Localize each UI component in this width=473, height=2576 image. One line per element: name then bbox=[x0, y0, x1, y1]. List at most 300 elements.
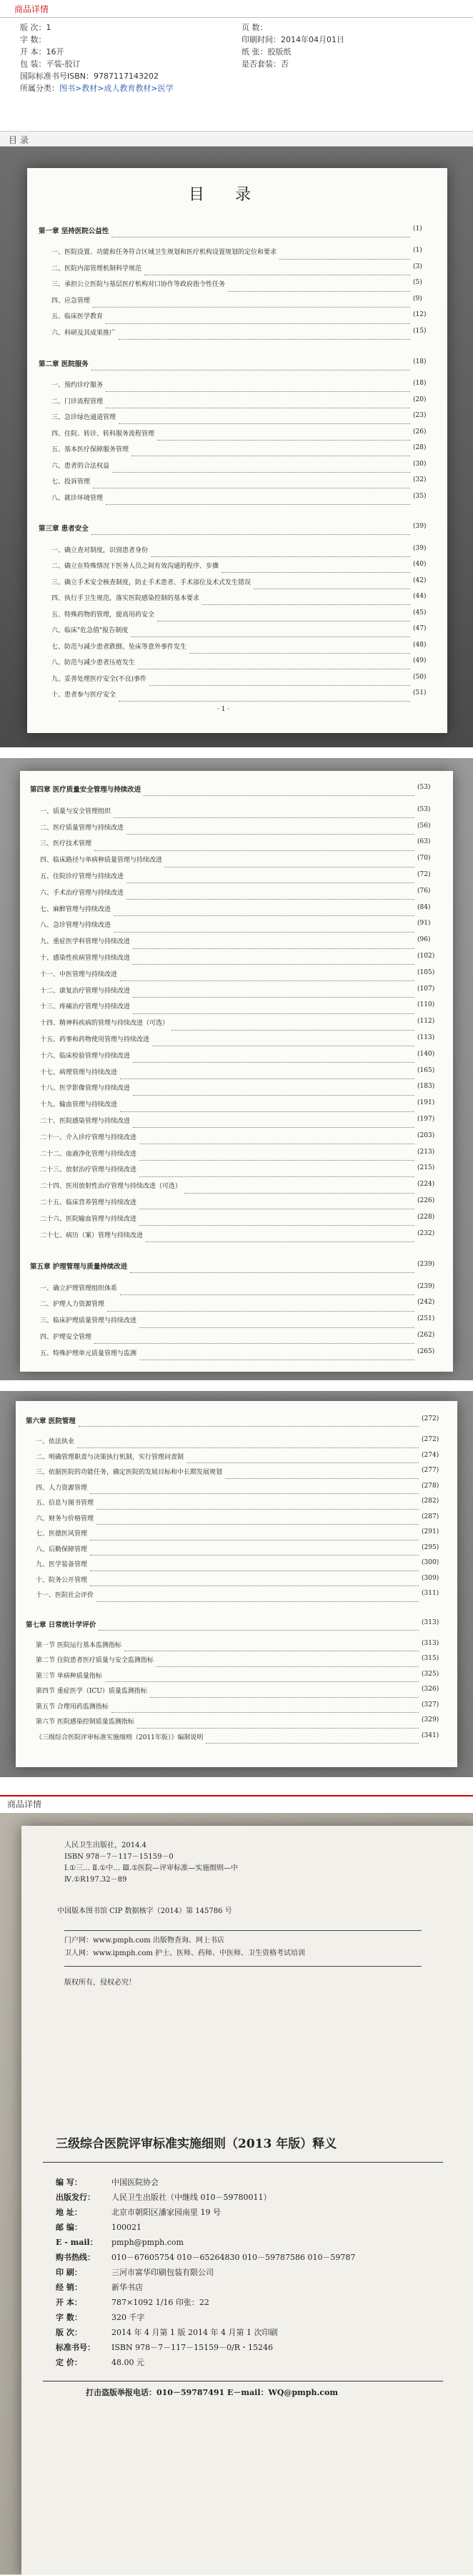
toc-page-number: (251) bbox=[417, 1315, 435, 1323]
toc-leader bbox=[105, 1681, 419, 1682]
toc-entry: 六、财务与价格管理 bbox=[36, 1515, 94, 1523]
copyright-field-key: 定 价： bbox=[56, 2358, 82, 2367]
toc-page-number: (18) bbox=[413, 380, 427, 387]
toc-leader bbox=[119, 423, 410, 424]
toc-page-number: (274) bbox=[422, 1451, 439, 1459]
cip-data-line: 中国版本图书馆 CIP 数据核字（2014）第 145786 号 bbox=[57, 1907, 232, 1915]
toc-page-number: (300) bbox=[422, 1559, 439, 1567]
toc-entry: 三、承担公立医院与基层医疗机构对口协作等政府指令性任务 bbox=[51, 281, 226, 289]
toc-entry: 四、应急管理 bbox=[51, 297, 91, 305]
toc-page-number: (165) bbox=[417, 1066, 435, 1074]
toc-entry: 九、妥善处理医疗安全(不良)事件 bbox=[51, 675, 147, 683]
toc-page-number: (56) bbox=[417, 822, 431, 830]
info-left-key: 字 数： bbox=[20, 35, 46, 44]
toc-entry: 二十一、介入诊疗管理与持续改进 bbox=[40, 1134, 137, 1141]
toc-page-number: (84) bbox=[417, 903, 431, 911]
toc-page-number: (63) bbox=[417, 838, 431, 846]
toc-entry: 二十六、医院输血管理与持续改进 bbox=[40, 1215, 137, 1223]
toc-entry: 九、医学装备管理 bbox=[36, 1561, 88, 1569]
toc-entry: 五、信息与图书管理 bbox=[36, 1500, 94, 1508]
copyright-field-key: 经 销： bbox=[56, 2283, 82, 2292]
toc-page-number: (287) bbox=[422, 1513, 439, 1520]
copyright-field-value: 100021 bbox=[111, 2223, 141, 2232]
toc-chapter: 第一章 坚持医院公益性 bbox=[39, 227, 109, 235]
toc-entry: 八、防范与减少患者压疮发生 bbox=[51, 659, 136, 667]
toc-leader bbox=[107, 1311, 414, 1312]
copyright-field-key: 标准书号： bbox=[56, 2343, 95, 2352]
toc-page-number: (72) bbox=[417, 870, 431, 878]
toc-entry: 第四节 重症医学（ICU）质量监测指标 bbox=[36, 1688, 147, 1696]
toc-page-number: (224) bbox=[417, 1181, 435, 1189]
toc-entry: 三、医疗技术管理 bbox=[40, 840, 92, 848]
info-right-key: 纸 张： bbox=[242, 47, 268, 56]
toc-page-number: (1) bbox=[413, 225, 422, 232]
toc-leader bbox=[150, 1697, 419, 1698]
toc-entry: 五、特殊护理单元质量管理与监测 bbox=[40, 1350, 137, 1357]
toc-entry: 一、质量与安全管理组织 bbox=[40, 807, 111, 815]
category-key: 所属分类： bbox=[20, 84, 59, 93]
copyright-field-value: 787×1092 1/16 印张：22 bbox=[111, 2298, 209, 2307]
toc-page-number: (112) bbox=[417, 1018, 435, 1026]
toc-page-number: (341) bbox=[422, 1731, 439, 1739]
copyright-field bbox=[56, 2310, 355, 2325]
info-right-value: 胶版纸 bbox=[267, 47, 292, 56]
toc-page-number: (9) bbox=[413, 295, 422, 303]
toc-entry: 三、依据医院的功能任务，确定医院的发展目标和中长期发展规划 bbox=[36, 1469, 223, 1477]
copyright-field bbox=[56, 2325, 355, 2340]
toc-folio: · 1 · bbox=[217, 706, 230, 713]
toc-page-number: (53) bbox=[417, 784, 431, 791]
toc-entry: 一、依法执业 bbox=[36, 1438, 75, 1446]
cip-line: Ⅳ.①R197.32－89 bbox=[64, 1876, 127, 1884]
toc-entry: 十三、疼痛治疗管理与持续改进 bbox=[40, 1003, 131, 1011]
toc-page-number: (239) bbox=[417, 1282, 435, 1290]
copyright-field-key: 购书热线： bbox=[56, 2253, 95, 2262]
toc-chapter: 第七章 日常统计学评价 bbox=[26, 1621, 96, 1629]
toc-page-number: (183) bbox=[417, 1083, 435, 1091]
toc-leader bbox=[133, 997, 414, 998]
toc-leader bbox=[119, 701, 410, 702]
toc-page-number: (12) bbox=[413, 311, 427, 319]
toc-entry: 五、住院诊疗管理与持续改进 bbox=[40, 872, 124, 880]
toc-page-number: (5) bbox=[413, 279, 422, 287]
toc-entry: 十七、病理管理与持续改进 bbox=[40, 1068, 118, 1076]
toc-leader bbox=[139, 1160, 414, 1161]
toc-page-number: (215) bbox=[417, 1164, 435, 1172]
toc-page-number: (197) bbox=[417, 1115, 435, 1123]
toc-entry: 二十三、放射治疗管理与持续改进 bbox=[40, 1166, 137, 1174]
toc-page-number: (49) bbox=[413, 657, 427, 665]
toc-leader bbox=[126, 899, 414, 900]
copyright-field-value: pmph@pmph.com bbox=[111, 2238, 184, 2247]
toc-page-number: (45) bbox=[413, 609, 427, 616]
copyright-field bbox=[56, 2265, 355, 2280]
toc-page-number: (278) bbox=[422, 1482, 439, 1490]
toc-entry: 十、感染性疾病管理与持续改进 bbox=[40, 954, 131, 962]
toc-page-number: (113) bbox=[417, 1033, 435, 1041]
toc-leader bbox=[137, 1728, 419, 1729]
toc-entry: 七、防范与减少患者跌倒、坠床等意外事件发生 bbox=[51, 643, 187, 651]
toc-entry: 五、基本医疗保障服务管理 bbox=[51, 446, 129, 453]
toc-page-number: (313) bbox=[422, 1618, 439, 1626]
toc-leader bbox=[133, 1127, 414, 1128]
copyright-field-value: 新华书店 bbox=[111, 2283, 143, 2292]
toc-page-number: (228) bbox=[417, 1213, 435, 1221]
toc-page-number: (105) bbox=[417, 968, 435, 976]
toc-page-number: (51) bbox=[413, 689, 427, 697]
toc-entry: 七、医德医风管理 bbox=[36, 1530, 88, 1538]
copyright-field bbox=[56, 2280, 355, 2295]
toc-entry: 六、科研及其成果推广 bbox=[51, 329, 116, 337]
toc-entry: 二、确立在特殊情况下医务人员之间有效沟通的程序、步骤 bbox=[51, 563, 219, 571]
toc-page-number: (42) bbox=[413, 576, 427, 584]
toc-entry: 《三级综合医院评审标准实施细则（2011年版）》编制说明 bbox=[36, 1734, 204, 1741]
toc-page-number: (262) bbox=[417, 1332, 435, 1339]
copyright-field bbox=[56, 2250, 355, 2265]
toc-entry: 一、确立查对制度，识别患者身份 bbox=[51, 546, 149, 554]
toc-leader bbox=[96, 1509, 419, 1510]
toc-leader bbox=[114, 817, 414, 818]
toc-page-number: (48) bbox=[413, 641, 427, 649]
toc-entry: 十五、药事和药物使用管理与持续改进 bbox=[40, 1036, 150, 1043]
info-right bbox=[242, 34, 344, 46]
rights-line: 版权所有，侵权必究！ bbox=[64, 1979, 136, 1987]
toc-entry: 十二、康复治疗管理与持续改进 bbox=[40, 987, 131, 995]
toc-page-number: (50) bbox=[413, 673, 427, 681]
toc-leader bbox=[206, 1743, 419, 1744]
toc-page-number: (28) bbox=[413, 444, 427, 451]
toc-leader bbox=[77, 1447, 419, 1448]
toc-entry: 六、患者的合法权益 bbox=[51, 462, 110, 470]
info-left-key: 包 装： bbox=[20, 59, 46, 69]
toc-page-number: (40) bbox=[413, 561, 427, 569]
info-left-value: 平装-胶订 bbox=[46, 59, 81, 69]
site-lines bbox=[64, 1935, 305, 1960]
toc-page-number: (96) bbox=[417, 936, 431, 944]
copyright-field bbox=[56, 2235, 355, 2250]
copyright-field-value: 320 千字 bbox=[111, 2313, 145, 2322]
cip-line: ISBN 978－7－117－15159－0 bbox=[64, 1853, 174, 1861]
toc-entry: 十一、医院社会评价 bbox=[36, 1592, 94, 1600]
toc-entry: 第六节 医院感染控制质量监测指标 bbox=[36, 1719, 134, 1726]
copyright-field-value: 48.00 元 bbox=[111, 2358, 144, 2367]
toc-leader bbox=[151, 556, 410, 557]
toc-leader bbox=[120, 980, 414, 981]
toc-leader bbox=[111, 1712, 419, 1713]
toc-section-label: 目 录 bbox=[9, 135, 29, 145]
toc-leader bbox=[186, 1462, 419, 1463]
info-left-value: 16开 bbox=[46, 47, 64, 56]
copyright-field bbox=[56, 2295, 355, 2310]
toc-entry: 十四、精神科疾病的管理与持续改进（可选） bbox=[40, 1020, 169, 1028]
toc-leader bbox=[184, 1193, 414, 1194]
toc-entry: 二十、医院感染管理与持续改进 bbox=[40, 1117, 131, 1125]
toc-page-number: (311) bbox=[422, 1590, 439, 1598]
copyright-field-value: 三河市富华印刷包装有限公司 bbox=[111, 2268, 214, 2277]
toc-chapter: 第五章 护理管理与质量持续改进 bbox=[30, 1262, 128, 1271]
toc-page-1 bbox=[27, 168, 447, 733]
toc-leader bbox=[144, 795, 414, 796]
toc-page-number: (30) bbox=[413, 460, 427, 468]
toc-leader bbox=[202, 604, 410, 605]
toc-page-2 bbox=[20, 771, 453, 1372]
toc-leader bbox=[189, 653, 410, 654]
toc-page-number: (232) bbox=[417, 1229, 435, 1237]
toc-chapter: 第六章 医院管理 bbox=[26, 1417, 76, 1425]
toc-leader bbox=[156, 1666, 419, 1667]
toc-page-number: (325) bbox=[422, 1670, 439, 1678]
toc-entry: 第一节 医院运行基本监测指标 bbox=[36, 1641, 121, 1649]
toc-entry: 十八、医学影像管理与持续改进 bbox=[40, 1085, 131, 1093]
toc-page-number: (3) bbox=[413, 262, 422, 270]
toc-page-number: (102) bbox=[417, 952, 435, 960]
toc-page-number: (18) bbox=[413, 358, 427, 365]
toc-entry: 十九、输血管理与持续改进 bbox=[40, 1101, 118, 1109]
toc-page-number: (47) bbox=[413, 625, 427, 633]
toc-page-3 bbox=[16, 1401, 457, 1767]
toc-leader bbox=[120, 1294, 414, 1295]
info-row bbox=[20, 21, 449, 34]
product-details-title: 商品详情 bbox=[14, 4, 49, 14]
copyright-field bbox=[56, 2205, 355, 2220]
toc-page-number: (107) bbox=[417, 985, 435, 993]
toc-photo-3 bbox=[0, 1391, 473, 1777]
copyright-field bbox=[56, 2220, 355, 2235]
toc-page-number: (313) bbox=[422, 1639, 439, 1647]
toc-page-number: (140) bbox=[417, 1050, 435, 1058]
copyright-page bbox=[21, 1826, 473, 2575]
toc-entry: 三、临床护理质量管理与持续改进 bbox=[40, 1317, 137, 1325]
copyright-field-key: 出版发行： bbox=[56, 2193, 95, 2202]
info-left-value: 9787117143202 bbox=[94, 72, 159, 81]
rule-mid bbox=[64, 1966, 422, 1967]
toc-entry: 四、人力资源管理 bbox=[36, 1484, 88, 1492]
info-row bbox=[20, 58, 449, 70]
toc-page-number: (265) bbox=[417, 1347, 435, 1355]
copyright-field-value: 中国医院协会 bbox=[111, 2178, 159, 2187]
toc-page-number: (35) bbox=[413, 492, 427, 500]
toc-leader bbox=[106, 323, 410, 324]
toc-leader bbox=[120, 1078, 414, 1079]
toc-page-number: (315) bbox=[422, 1655, 439, 1663]
toc-entry: 九、重症医学科管理与持续改进 bbox=[40, 938, 131, 946]
toc-entry: 二十二、血液净化管理与持续改进 bbox=[40, 1150, 137, 1158]
toc-leader bbox=[93, 307, 410, 308]
toc-entry: 二十五、临床营养管理与持续改进 bbox=[40, 1199, 137, 1206]
header-divider bbox=[0, 17, 473, 18]
toc-leader bbox=[106, 504, 410, 505]
toc-leader bbox=[90, 1570, 419, 1571]
toc-entry: 四、执行手卫生规范，落实医院感染控制的基本要求 bbox=[51, 595, 200, 603]
toc-leader bbox=[139, 1176, 414, 1177]
toc-page-number: (277) bbox=[422, 1467, 439, 1475]
toc-page-number: (26) bbox=[413, 428, 427, 436]
info-right-key: 页 数： bbox=[242, 23, 268, 32]
toc-entry: 十、患者参与医疗安全 bbox=[51, 692, 116, 699]
cip-lines bbox=[64, 1840, 238, 1886]
toc-leader bbox=[126, 834, 414, 835]
copyright-field-key: 开 本： bbox=[56, 2298, 82, 2307]
toc-leader bbox=[79, 1426, 419, 1427]
toc-entry: 五、特殊药物的管理，提高用药安全 bbox=[51, 611, 155, 619]
toc-entry: 八、就诊环境管理 bbox=[51, 494, 104, 502]
toc-leader bbox=[106, 391, 410, 392]
toc-leader bbox=[94, 1343, 414, 1344]
toc-leader bbox=[133, 1095, 414, 1096]
toc-entry: 八、后勤保障管理 bbox=[36, 1545, 88, 1553]
copyright-field-key: 邮 编： bbox=[56, 2223, 82, 2232]
toc-entry: 七、投诉管理 bbox=[51, 478, 91, 486]
toc-page-number: (20) bbox=[413, 395, 427, 403]
info-right bbox=[242, 46, 292, 58]
toc-entry: 一、确立护理管理组织体系 bbox=[40, 1284, 118, 1292]
copyright-field bbox=[56, 2190, 355, 2205]
toc-chapter: 第三章 患者安全 bbox=[39, 525, 89, 534]
copyright-field bbox=[56, 2355, 355, 2370]
info-left-key: 国际标准书号ISBN： bbox=[20, 72, 94, 81]
toc-page-number: (282) bbox=[422, 1498, 439, 1505]
toc-entry: 一、医院设置、功能和任务符合区域卫生规划和医疗机构设置规划的定位和要求 bbox=[51, 249, 277, 257]
info-row bbox=[20, 34, 449, 46]
copyright-field-key: 字 数： bbox=[56, 2313, 82, 2322]
toc-entry: 七、麻醉管理与持续改进 bbox=[40, 905, 111, 913]
toc-leader bbox=[171, 1030, 414, 1031]
toc-leader bbox=[94, 850, 414, 851]
toc-leader bbox=[225, 1478, 419, 1479]
toc-page-number: (76) bbox=[417, 887, 431, 895]
toc-page-number: (327) bbox=[422, 1701, 439, 1709]
copyright-field-value: 北京市朝阳区潘家园南里 19 号 bbox=[111, 2208, 221, 2217]
toc-page-number: (329) bbox=[422, 1716, 439, 1724]
toc-page-number: (110) bbox=[417, 1001, 435, 1009]
footer-line: 打击盗版举报电话：010－59787491 E－mail：WQ@pmph.com bbox=[86, 2388, 338, 2397]
toc-leader bbox=[96, 1601, 419, 1602]
toc-leader bbox=[133, 964, 414, 965]
toc-page-number: (91) bbox=[417, 920, 431, 928]
copyright-field bbox=[56, 2175, 355, 2190]
toc-page-number: (226) bbox=[417, 1196, 435, 1204]
info-right-value: 2014年04月01日 bbox=[281, 35, 344, 44]
toc-leader bbox=[119, 339, 410, 340]
toc-entry: 第二节 住院患者医疗质量与安全监测指标 bbox=[36, 1657, 154, 1665]
toc-page-number: (39) bbox=[413, 544, 427, 552]
toc-entry: 三、确立手术安全核查制度，防止手术患者、手术部位及术式发生错误 bbox=[51, 579, 252, 586]
toc-page-number: (53) bbox=[417, 805, 431, 813]
toc-page-number: (272) bbox=[422, 1436, 439, 1444]
category-link[interactable]: 图书>教材>成人教育教材>医学 bbox=[59, 84, 174, 93]
toc-page-number: (15) bbox=[413, 327, 427, 335]
toc-page-number: (1) bbox=[413, 247, 422, 255]
toc-entry: 二、明确管理职责与决策执行机制，实行管理问责制 bbox=[36, 1453, 184, 1461]
toc-page-number: (291) bbox=[422, 1528, 439, 1536]
toc-page-number: (39) bbox=[413, 523, 427, 531]
copyright-field-key: 地 址： bbox=[56, 2208, 82, 2217]
toc-leader bbox=[91, 534, 410, 535]
toc-entry: 五、临床医学教育 bbox=[51, 313, 104, 321]
site-line: 门户网：www.pmph.com 出版物查询、网上书店 bbox=[64, 1937, 224, 1945]
toc-entry: 八、急诊管理与持续改进 bbox=[40, 922, 111, 930]
info-right-value: 否 bbox=[281, 59, 289, 69]
toc-leader bbox=[96, 1524, 419, 1525]
toc-entry: 二、护理人力资源管理 bbox=[40, 1301, 105, 1309]
toc-leader bbox=[112, 472, 410, 473]
copyright-fields bbox=[56, 2175, 355, 2370]
copyright-field-key: E - mail： bbox=[56, 2238, 98, 2247]
toc-entry: 四、护理安全管理 bbox=[40, 1334, 92, 1342]
toc-leader bbox=[99, 1630, 419, 1631]
toc-leader bbox=[130, 1272, 414, 1273]
toc-entry: 六、临床"危急值"报告制度 bbox=[51, 627, 129, 635]
site-line: 卫人网：www.ipmph.com 护士、医师、药师、中医师、卫生资格考试培训 bbox=[64, 1950, 306, 1957]
toc-leader bbox=[139, 1327, 414, 1328]
rule-title bbox=[43, 2162, 443, 2163]
cip-line: 人民卫生出版社，2014.4 bbox=[64, 1842, 146, 1849]
copyright-photo bbox=[0, 1813, 473, 2575]
info-right-key: 印刷时间： bbox=[242, 35, 281, 44]
detail-section-bar bbox=[0, 1795, 473, 1811]
toc-photo-1 bbox=[0, 147, 473, 747]
toc-entry: 十、院务公开管理 bbox=[36, 1576, 88, 1584]
toc-page-number: (23) bbox=[413, 412, 427, 419]
toc-section-bar bbox=[0, 131, 473, 147]
toc-page-number: (272) bbox=[422, 1415, 439, 1422]
copyright-field-value: 010－67605754 010－65264830 010－59787586 010－59787 bbox=[111, 2253, 356, 2262]
toc-page-number: (242) bbox=[417, 1299, 435, 1307]
toc-entry: 二、医院内部管理机制科学规范 bbox=[51, 265, 142, 272]
copyright-field-value: 2014 年 4 月第 1 版 2014 年 4 月第 1 次印刷 bbox=[111, 2328, 278, 2337]
toc-leader bbox=[133, 1062, 414, 1063]
toc-leader bbox=[157, 440, 410, 441]
copyright-field-key: 印 刷： bbox=[56, 2268, 82, 2277]
copyright-field-key: 版 次： bbox=[56, 2328, 82, 2337]
toc-photo-2 bbox=[0, 758, 473, 1380]
toc-leader bbox=[149, 685, 410, 686]
toc-entry: 三、急诊绿色通道管理 bbox=[51, 414, 116, 421]
toc-leader bbox=[139, 1225, 414, 1226]
toc-leader bbox=[114, 932, 414, 933]
copyright-field bbox=[56, 2340, 355, 2355]
copyright-field-value: ISBN 978－7－117－15159－0/R・15246 bbox=[111, 2343, 274, 2352]
toc-page-number: (191) bbox=[417, 1099, 435, 1107]
toc-page-number: (32) bbox=[413, 476, 427, 483]
toc-entry: 第五节 合理用药监测指标 bbox=[36, 1703, 109, 1711]
toc-leader bbox=[228, 291, 410, 292]
toc-entry: 四、住院、转诊、转科服务流程管理 bbox=[51, 430, 155, 438]
toc-leader bbox=[120, 1111, 414, 1112]
cip-line: Ⅰ.①三… Ⅱ.①中… Ⅲ.①医院—评审标准—实施细则—中 bbox=[64, 1864, 239, 1872]
toc-entry: 十一、中医管理与持续改进 bbox=[40, 970, 118, 978]
toc-chapter: 第二章 医院服务 bbox=[39, 360, 89, 368]
toc-entry: 一、预约诊疗服务 bbox=[51, 382, 104, 389]
toc-page-number: (309) bbox=[422, 1574, 439, 1582]
rule-top bbox=[64, 1930, 422, 1931]
toc-leader bbox=[90, 1493, 419, 1494]
toc-page-number: (295) bbox=[422, 1543, 439, 1551]
toc-leader bbox=[114, 915, 414, 916]
info-left-key: 版 次： bbox=[20, 23, 46, 32]
info-left-key: 开 本： bbox=[20, 47, 46, 56]
product-info bbox=[20, 21, 449, 94]
info-row bbox=[20, 46, 449, 58]
info-right bbox=[242, 21, 268, 34]
toc-page-number: (44) bbox=[413, 593, 427, 601]
detail-section-label: 商品详情 bbox=[7, 1799, 42, 1809]
toc-entry: 六、手术治疗管理与持续改进 bbox=[40, 889, 124, 897]
toc-leader bbox=[133, 948, 414, 949]
toc-page-number: (239) bbox=[417, 1260, 435, 1268]
toc-leader bbox=[279, 259, 410, 260]
toc-entry: 二十七、病历（案）管理与持续改进 bbox=[40, 1232, 144, 1239]
